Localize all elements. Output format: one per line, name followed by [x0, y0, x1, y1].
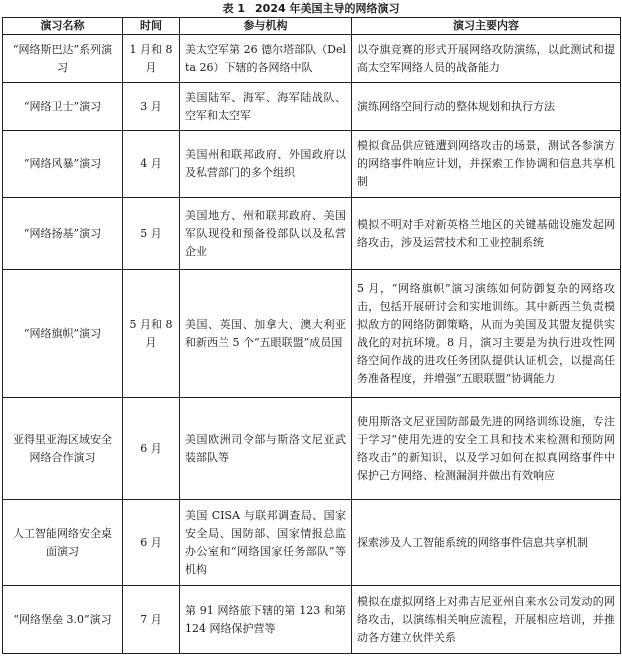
exercise-participants: 美国、英国、加拿大、澳大利亚和新西兰 5 个“五眼联盟”成员国	[180, 270, 352, 398]
exercise-participants: 美国陆军、海军、海军陆战队、空军和太空军	[180, 83, 352, 131]
exercise-content: 使用斯洛文尼亚国防部最先进的网络训练设施，专注于学习“使用先进的安全工具和技术来检测和预防网络攻击”的新知识，以及学习如何在拟真网络事件中保护己方网络、检测漏洞并做出有效响应	[352, 398, 621, 500]
exercise-content: 5 月，“网络旗帜”演习演练如何防御复杂的网络攻击，包括开展研讨会和实地训练。其中新西兰负责模拟敌方的网络防御策略，从而为美国及其盟友提供实战化的对抗环境。8 月，演习主要是为执行进攻性网络空间作战的进攻任务团队提供认证机会，以提高任务准备程度，并增强“五眼联盟”协调能力	[352, 270, 621, 398]
exercise-participants: 美国地方、州和联邦政府、美国军队现役和预备役部队以及私营企业	[180, 198, 352, 270]
exercise-name: 人工智能网络安全桌面演习	[3, 500, 123, 586]
table-title: 2024 年美国主导的网络演习	[255, 2, 400, 15]
exercise-time: 1 月和 8 月	[123, 35, 180, 83]
exercise-time: 5 月和 8 月	[123, 270, 180, 398]
table-row	[3, 35, 621, 83]
exercise-content: 模拟不明对手对新英格兰地区的关键基础设施发起网络攻击，涉及运营技术和工业控制系统	[352, 198, 621, 270]
exercise-participants: 美国州和联邦政府、外国政府以及私营部门的多个组织	[180, 131, 352, 198]
table-row	[3, 270, 621, 398]
exercise-name: “网络堡垒 3.0”演习	[3, 586, 123, 654]
exercise-time: 3 月	[123, 83, 180, 131]
exercise-time: 5 月	[123, 198, 180, 270]
table-row	[3, 586, 621, 654]
exercise-participants: 美太空军第 26 德尔塔部队（Delta 26）下辖的各网络中队	[180, 35, 352, 83]
header-time: 时间	[123, 18, 180, 35]
exercise-content: 探索涉及人工智能系统的网络事件信息共享机制	[352, 500, 621, 586]
exercise-time: 7 月	[123, 586, 180, 654]
table-row	[3, 398, 621, 500]
table-header-row	[3, 18, 621, 35]
exercise-participants: 美国欧洲司令部与斯洛文尼亚武装部队等	[180, 398, 352, 500]
exercise-name: “网络旗帜”演习	[3, 270, 123, 398]
table-row	[3, 500, 621, 586]
exercise-name: “网络扬基”演习	[3, 198, 123, 270]
exercise-content: 模拟食品供应链遭到网络攻击的场景，测试各参演方的网络事件响应计划，并探索工作协调和信息共享机制	[352, 131, 621, 198]
exercise-time: 4 月	[123, 131, 180, 198]
table-row	[3, 198, 621, 270]
exercise-content: 演练网络空间行动的整体规划和执行方法	[352, 83, 621, 131]
table-number: 表 1	[222, 2, 246, 15]
header-main-content: 演习主要内容	[352, 18, 621, 35]
exercise-name: “网络风暴”演习	[3, 131, 123, 198]
exercise-content: 以夺旗竞赛的形式开展网络攻防演练，以此测试和提高太空军网络人员的战备能力	[352, 35, 621, 83]
table-row	[3, 83, 621, 131]
exercise-participants: 第 91 网络旅下辖的第 123 和第 124 网络保护营等	[180, 586, 352, 654]
table-row	[3, 131, 621, 198]
exercise-time: 6 月	[123, 500, 180, 586]
exercise-time: 6 月	[123, 398, 180, 500]
exercise-name: 亚得里亚海区域安全网络合作演习	[3, 398, 123, 500]
header-exercise-name: 演习名称	[3, 18, 123, 35]
header-participants: 参与机构	[180, 18, 352, 35]
exercise-participants: 美国 CISA 与联邦调查局、国家安全局、国防部、国家情报总监办公室和“网络国家任务部队”等机构	[180, 500, 352, 586]
exercise-name: “网络卫士”演习	[3, 83, 123, 131]
exercise-table	[2, 17, 621, 654]
table-caption	[0, 2, 622, 15]
exercise-content: 模拟在虚拟网络上对弗吉尼亚州自来水公司发动的网络攻击，以演练相关响应流程，开展相应培训，并推动各方建立伙伴关系	[352, 586, 621, 654]
exercise-name: “网络斯巴达”系列演习	[3, 35, 123, 83]
